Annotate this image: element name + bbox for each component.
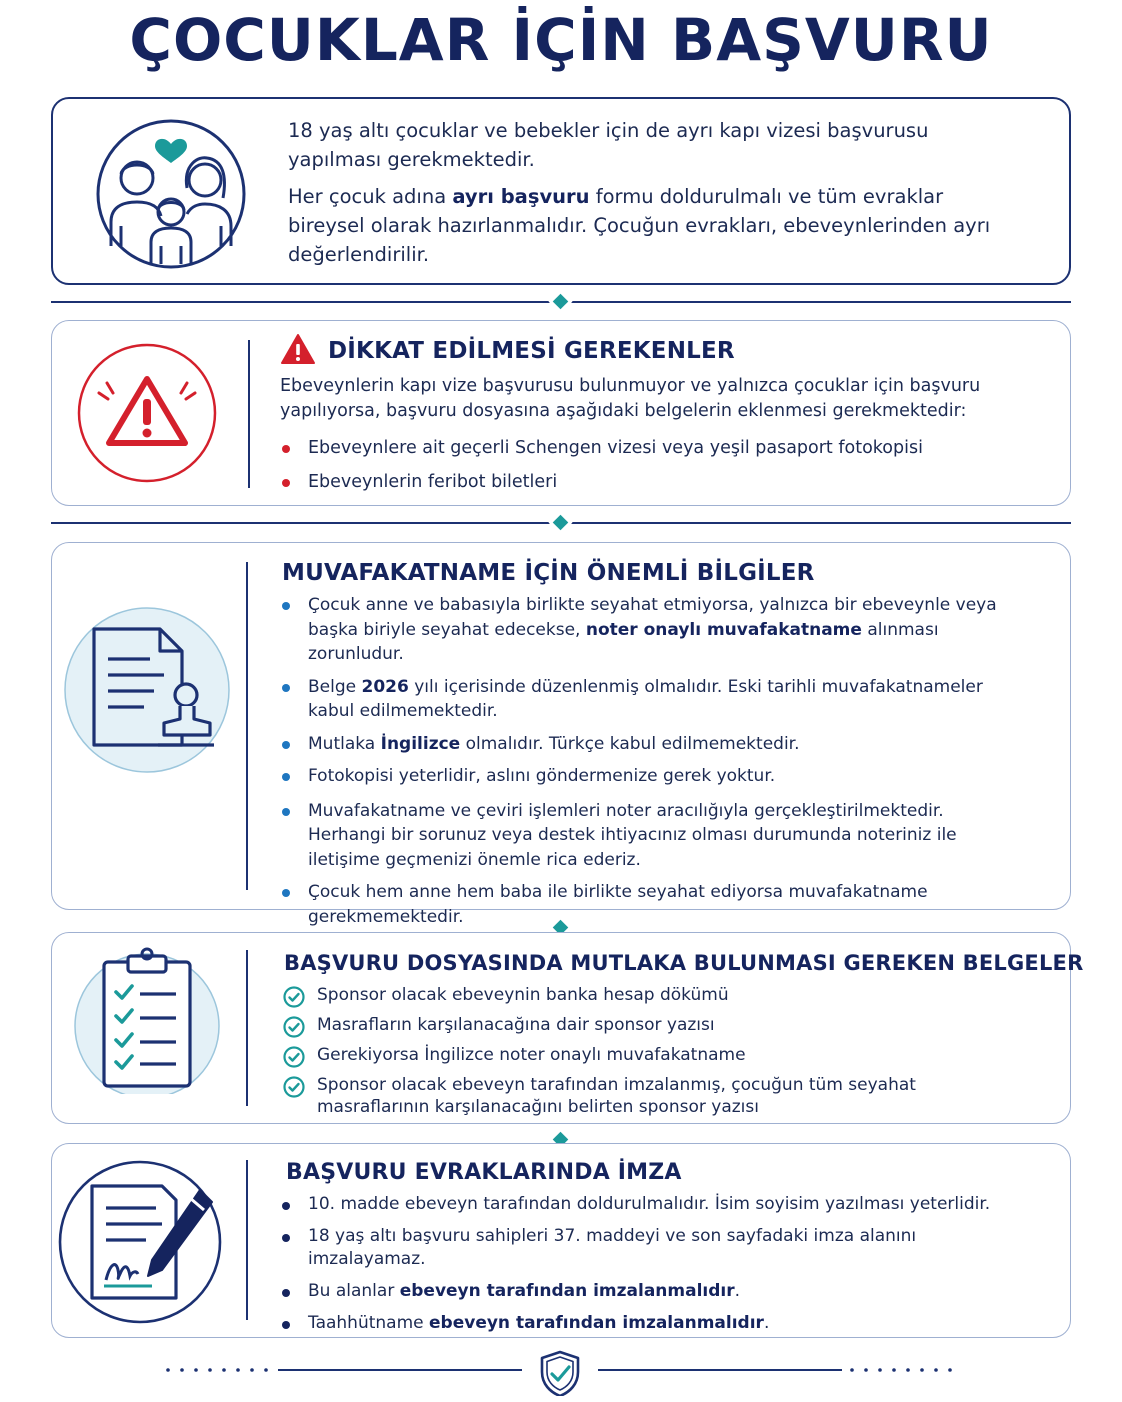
list-item: Gerekiyorsa İngilizce noter onaylı muvafakatname <box>283 1044 1043 1066</box>
list-item: Taahhütname ebeveyn tarafından imzalanmalıdır. <box>280 1312 1040 1335</box>
shield-check-icon <box>542 1352 578 1396</box>
documents-heading: BAŞVURU DOSYASINDA MUTLAKA BULUNMASI GEREKEN BELGELER <box>284 951 1084 975</box>
signature-heading: BAŞVURU EVRAKLARINDA İMZA <box>286 1160 682 1185</box>
warning-heading-icon <box>280 333 316 365</box>
list-item: Bu alanlar ebeveyn tarafından imzalanmalıdır. <box>280 1280 1040 1303</box>
check-circle-icon <box>283 986 305 1008</box>
warning-body: Ebeveynlerin kapı vize başvurusu bulunmuyor ve yalnızca çocuklar için başvuru yapılıyorsa, başvuru dosyasına aşağıdaki belgelerin eklenmesi gerekmektedir: <box>280 376 981 421</box>
list-item: Ebeveynlerin feribot biletleri <box>280 470 1040 495</box>
list-item: Belge 2026 yılı içerisinde düzenlenmiş olmalıdır. Eski tarihli muvafakatnameler kabul edilmemektedir. <box>280 675 1025 724</box>
consent-list <box>280 593 1025 929</box>
list-item: Ebeveynlere ait geçerli Schengen vizesi veya yeşil pasaport fotokopisi <box>280 436 1040 461</box>
page-title: ÇOCUKLAR İÇİN BAŞVURU <box>129 6 993 74</box>
divider <box>246 562 248 890</box>
intro-paragraph-1: 18 yaş altı çocuklar ve bebekler için de ayrı kapı vizesi başvurusu yapılması gerekmektedir. <box>288 119 929 171</box>
documents-list <box>283 984 1043 1118</box>
signature-pen-icon <box>58 1160 222 1324</box>
list-item: Fotokopisi yeterlidir, aslını göndermenize gerek yoktur. <box>280 764 1025 789</box>
list-item: Sponsor olacak ebeveyn tarafından imzalanmış, çocuğun tüm seyahat masraflarının karşılanacağını belirten sponsor yazısı <box>283 1074 1043 1118</box>
list-item: Çocuk anne ve babasıyla birlikte seyahat etmiyorsa, yalnızca bir ebeveynle veya başka biriyle seyahat edecekse, noter onaylı muvafakatname alınması zorunludur. <box>280 593 1025 667</box>
warning-icon <box>77 343 217 483</box>
list-item: Sponsor olacak ebeveynin banka hesap dökümü <box>283 984 1043 1006</box>
check-circle-icon <box>283 1046 305 1068</box>
intro-text <box>288 116 1008 269</box>
warning-heading: DİKKAT EDİLMESİ GEREKENLER <box>328 338 735 364</box>
list-item: Masrafların karşılanacağına dair sponsor yazısı <box>283 1014 1043 1036</box>
list-item: Çocuk hem anne hem baba ile birlikte seyahat ediyorsa muvafakatname gerekmemektedir. <box>280 880 1025 929</box>
intro-paragraph-2: Her çocuk adına ayrı başvuru formu doldurulmalı ve tüm evraklar bireysel olarak hazırlanmalıdır. Çocuğun evrakları, ebeveynlerinden ayrı değerlendirilir. <box>288 185 991 266</box>
family-icon <box>95 118 247 270</box>
list-item: Mutlaka İngilizce olmalıdır. Türkçe kabul edilmemektedir. <box>280 732 1025 757</box>
check-circle-icon <box>283 1016 305 1038</box>
footer-ornament <box>160 1346 960 1396</box>
separator <box>51 516 1071 530</box>
document-stamp-icon <box>64 607 230 773</box>
warning-list <box>280 436 1040 495</box>
clipboard-checklist-icon <box>72 944 222 1094</box>
divider <box>246 1160 248 1320</box>
check-circle-icon <box>283 1076 305 1098</box>
list-item: 18 yaş altı başvuru sahipleri 37. maddeyi ve son sayfadaki imza alanını imzalayamaz. <box>280 1225 980 1271</box>
list-item: Muvafakatname ve çeviri işlemleri noter aracılığıyla gerçekleştirilmektedir. Herhangi bir sorunuz veya destek ihtiyacınız olması durumunda noteriniz ile iletişime geçmenizi önemle rica ederiz. <box>280 799 1025 873</box>
list-item: 10. madde ebeveyn tarafından doldurulmalıdır. İsim soyisim yazılması yeterlidir. <box>280 1193 1040 1216</box>
signature-list <box>280 1193 1040 1335</box>
consent-heading: MUVAFAKATNAME İÇİN ÖNEMLİ BİLGİLER <box>282 560 815 586</box>
divider <box>248 340 250 488</box>
separator <box>51 295 1071 309</box>
heart-icon <box>155 139 187 163</box>
divider <box>246 950 248 1106</box>
